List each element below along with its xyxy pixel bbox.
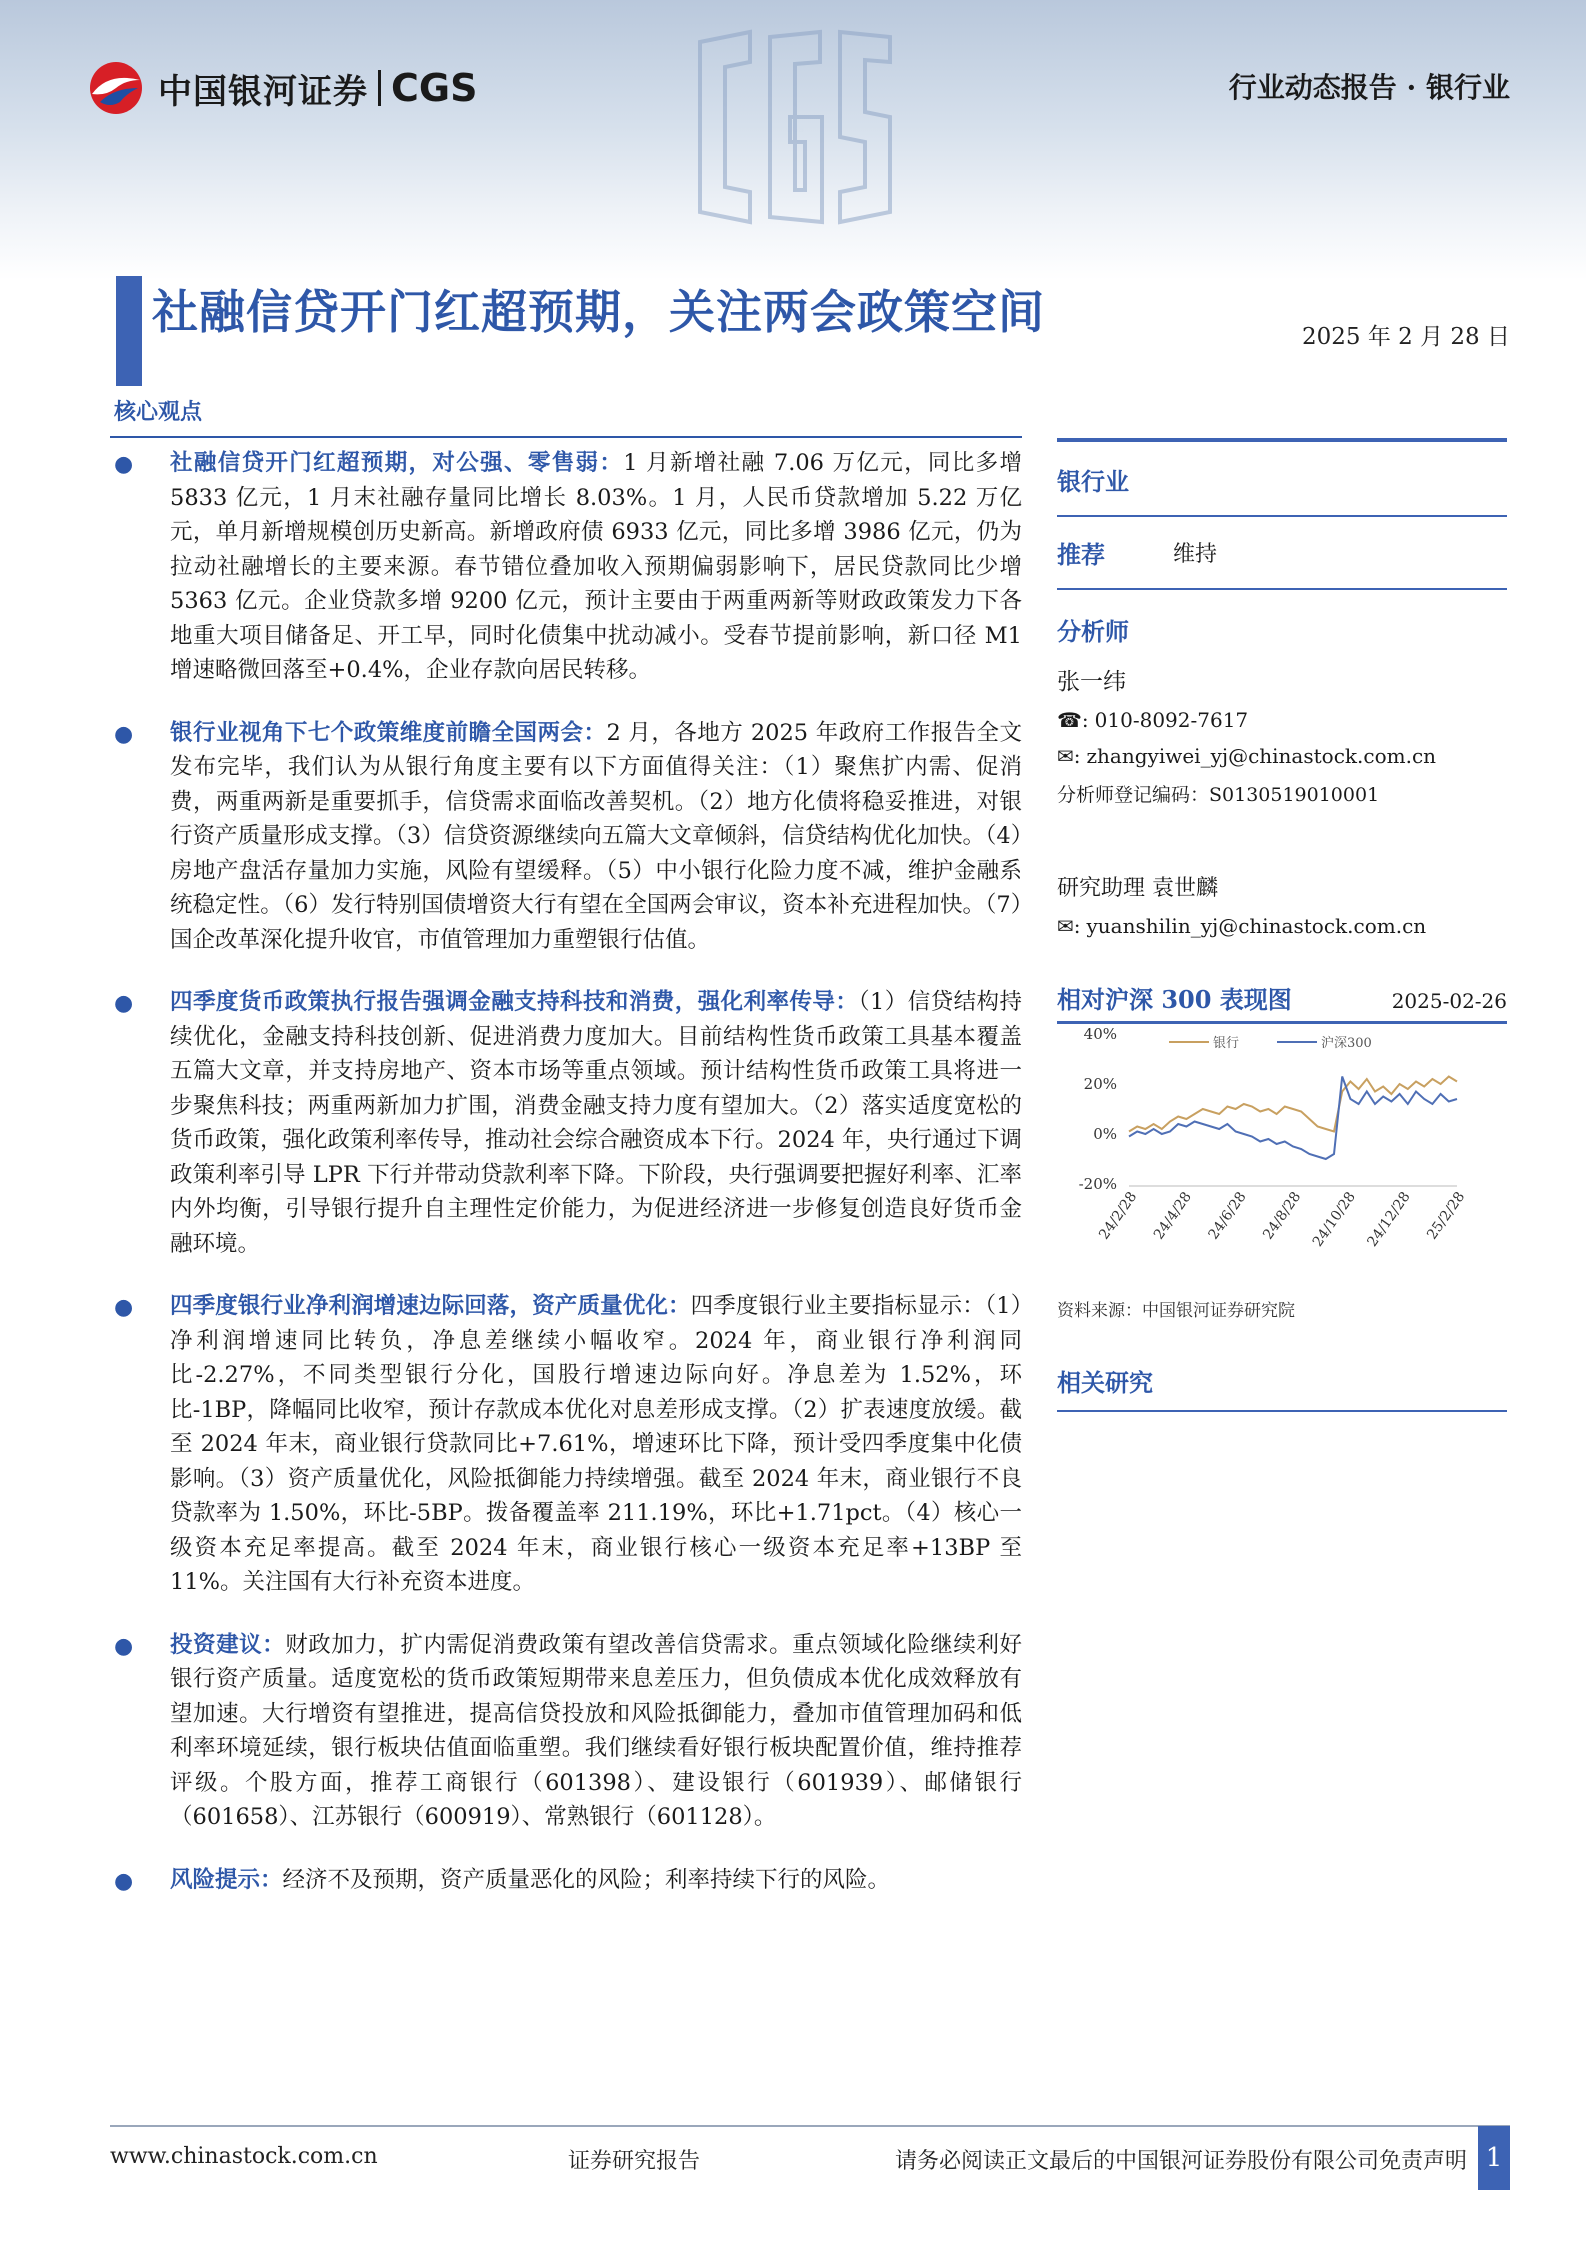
legend-label: 沪深300 bbox=[1321, 1036, 1372, 1051]
bullet-item bbox=[110, 1628, 1022, 1835]
sidebar-top-rule bbox=[1057, 438, 1507, 442]
bullet-dot-icon: ● bbox=[114, 1633, 134, 1659]
page-number: 1 bbox=[1478, 2126, 1510, 2190]
y-tick-label: 40% bbox=[1083, 1025, 1117, 1043]
bullet-lead: 风险提示： bbox=[170, 1866, 283, 1893]
x-tick-label: 24/2/28 bbox=[1096, 1189, 1141, 1243]
core-view-title: 核心观点 bbox=[114, 399, 203, 425]
chart-source: 资料来源：中国银河证券研究院 bbox=[1057, 1301, 1295, 1321]
bullet-dot-icon: ● bbox=[114, 1295, 134, 1320]
bullet-dot-icon: ● bbox=[114, 991, 134, 1016]
y-tick-label: -20% bbox=[1078, 1175, 1117, 1193]
bullet-dot-icon: ● bbox=[114, 721, 134, 747]
x-tick-label: 24/6/28 bbox=[1205, 1189, 1250, 1243]
mail-icon: ✉: bbox=[1057, 744, 1081, 768]
analyst-name: 张一纬 bbox=[1057, 669, 1126, 695]
analyst-title: 分析师 bbox=[1057, 617, 1129, 646]
bullet-item bbox=[110, 446, 1022, 688]
x-tick-label: 24/8/28 bbox=[1260, 1189, 1305, 1243]
core-view-list bbox=[110, 446, 1022, 1925]
assistant-email[interactable]: yuanshilin_yj@chinastock.com.cn bbox=[1086, 914, 1427, 938]
report-type: 行业动态报告 · 银行业 bbox=[1228, 71, 1510, 104]
bullet-lead: 社融信贷开门红超预期，对公强、零售弱： bbox=[170, 450, 624, 476]
bullet-lead: 投资建议： bbox=[170, 1631, 286, 1658]
footer-rule bbox=[110, 2125, 1510, 2127]
rating-row bbox=[1057, 535, 1507, 570]
analyst-cert: 分析师登记编码：S0130519010001 bbox=[1057, 784, 1380, 806]
bullet-item bbox=[110, 716, 1022, 958]
analyst-email-row bbox=[1057, 744, 1507, 768]
assistant-email-row bbox=[1057, 914, 1507, 938]
bullet-text: 2 月，各地方 2025 年政府工作报告全文发布完毕，我们认为从银行角度主要有以下方面值得关注：（1）聚焦扩内需、促消费，两重两新是重要抓手，信贷需求面临改善契机。（2）地方化债将稳妥推进，对银行资产质量形成支撑。（3）信贷资源继续向五篇大文章倾斜，信贷结构优化加快。（4）房地产盘活存量加力实施，风险有望缓释。（5）中小银行化险力度不减，维护金融系统稳定性。（6）发行特别国债增资大行有望在全国两会审议，资本补充进程加快。（7）国企改革深化提升收官，市值管理加力重塑银行估值。 bbox=[170, 719, 1022, 953]
analyst-email[interactable]: zhangyiwei_yj@chinastock.com.cn bbox=[1086, 744, 1437, 768]
bullet-text: 四季度银行业主要指标显示：（1）净利润增速同比转负，净息差继续小幅收窄。2024 年，商业银行净利润同比-2.27%，不同类型银行分化，国股行增速边际向好。净息差为 1.52%，环比-1BP，降幅同比收窄，预计存款成本优化对息差形成支撑。（2）扩表速度放缓。截至 2024 年末，商业银行贷款同比+7.61%，增速环比下降，预计受四季度集中化债影响。（3）资产质量优化，风险抵御能力持续增强。截至 2024 年末，商业银行不良贷款率为 1.50%，环比-5BP。拨备覆盖率 211.19%，环比+1.71pct。（4）核心一级资本充足率提高。截至 2024 年末，商业银行核心一级资本充足率+13BP 至 11%。关注国有大行补充资本进度。 bbox=[170, 1293, 1022, 1595]
sidebar-industry: 银行业 bbox=[1057, 467, 1129, 496]
bullet-item bbox=[110, 985, 1022, 1261]
x-tick-label: 25/2/28 bbox=[1424, 1189, 1469, 1243]
page-title: 社融信贷开门红超预期，关注两会政策空间 bbox=[152, 285, 1045, 339]
chart-header bbox=[1057, 980, 1507, 1015]
x-tick-label: 24/10/28 bbox=[1309, 1189, 1359, 1250]
sidebar bbox=[1057, 438, 1507, 1412]
chart-date: 2025-02-26 bbox=[1391, 989, 1507, 1013]
report-date: 2025 年 2 月 28 日 bbox=[1302, 324, 1510, 350]
analyst-phone: 010-8092-7617 bbox=[1094, 708, 1249, 732]
footer-center: 证券研究报告 bbox=[568, 2149, 701, 2174]
footer-disclaimer: 请务必阅读正文最后的中国银河证券股份有限公司免责声明 bbox=[895, 2149, 1468, 2174]
rating-value: 维持 bbox=[1173, 542, 1218, 567]
analyst-phone-row bbox=[1057, 708, 1507, 732]
footer-site[interactable]: www.chinastock.com.cn bbox=[110, 2144, 378, 2169]
sidebar-rule bbox=[1057, 515, 1507, 517]
x-tick-label: 24/4/28 bbox=[1150, 1189, 1195, 1243]
bullet-text: 财政加力，扩内需促消费政策有望改善信贷需求。重点领域化险继续利好银行资产质量。适度宽松的货币政策短期带来息差压力，但负债成本优化成效释放有望加速。大行增资有望推进，提高信贷投放和风险抵御能力，叠加市值管理加码和低利率环境延续，银行板块估值面临重塑。我们继续看好银行板块配置价值，维持推荐评级。个股方面，推荐工商银行（601398）、建设银行（601939）、邮储银行（601658）、江苏银行（600919）、常熟银行（601128）。 bbox=[170, 1631, 1022, 1830]
bullet-item bbox=[110, 1289, 1022, 1600]
chart-title: 相对沪深 300 表现图 bbox=[1057, 985, 1292, 1014]
bullet-lead: 四季度银行业净利润增速边际回落，资产质量优化： bbox=[170, 1293, 691, 1319]
cgs-watermark bbox=[690, 22, 900, 232]
bullet-lead: 银行业视角下七个政策维度前瞻全国两会： bbox=[170, 719, 607, 746]
mail-icon: ✉: bbox=[1057, 914, 1081, 938]
core-view-divider bbox=[110, 436, 1022, 438]
title-accent-bar bbox=[116, 276, 142, 386]
y-tick-label: 0% bbox=[1093, 1125, 1117, 1143]
bullet-dot-icon: ● bbox=[114, 1868, 134, 1894]
related-rule bbox=[1057, 1410, 1507, 1412]
logo-separator bbox=[378, 70, 381, 106]
galaxy-logo-icon bbox=[86, 58, 146, 118]
logo-en: CGS bbox=[391, 66, 478, 110]
phone-icon: ☎: bbox=[1057, 708, 1089, 732]
y-tick-label: 20% bbox=[1083, 1075, 1117, 1093]
bullet-item bbox=[110, 1863, 1022, 1898]
watermark-text bbox=[786, 125, 804, 134]
sidebar-rule bbox=[1057, 588, 1507, 590]
company-logo bbox=[86, 58, 477, 118]
legend-label: 银行 bbox=[1213, 1036, 1240, 1051]
bullet-lead: 四季度货币政策执行报告强调金融支持科技和消费，强化利率传导： bbox=[170, 989, 859, 1015]
related-research-title: 相关研究 bbox=[1057, 1368, 1153, 1397]
bullet-dot-icon: ● bbox=[114, 452, 134, 477]
assistant-name: 研究助理 袁世麟 bbox=[1057, 876, 1218, 901]
x-tick-label: 24/12/28 bbox=[1364, 1189, 1414, 1250]
logo-cn: 中国银河证券 bbox=[158, 71, 368, 112]
bullet-text: 经济不及预期，资产质量恶化的风险；利率持续下行的风险。 bbox=[282, 1866, 891, 1893]
performance-chart bbox=[1057, 1024, 1507, 1274]
bullet-text: （1）信贷结构持续优化，金融支持科技创新、促进消费力度加大。目前结构性货币政策工具基本覆盖五篇大文章，并支持房地产、资本市场等重点领域。预计结构性货币政策工具将进一步聚焦科技；两重两新加力扩围，消费金融支持力度有望加大。（2）落实适度宽松的货币政策，强化政策利率传导，推动社会综合融资成本下行。2024 年，央行通过下调政策利率引导 LPR 下行并带动贷款利率下降。下阶段，央行强调要把握好利率、汇率内外均衡，引导银行提升自主理性定价能力，为促进经济进一步修复创造良好货币金融环境。 bbox=[170, 989, 1022, 1257]
bullet-text: 1 月新增社融 7.06 万亿元，同比多增 5833 亿元，1 月末社融存量同比增长 8.03%。1 月，人民币贷款增加 5.22 万亿元，单月新增规模创历史新高。新增政府债 6933 亿元，同比多增 3986 亿元，仍为拉动社融增长的主要来源。春节错位叠加收入预期偏弱影响下，居民贷款同比少增 5363 亿元。企业贷款多增 9200 亿元，预计主要由于两重两新等财政政策发力下各地重大项目储备足、开工早，同时化债集中扰动减小。受春节提前影响，新口径 M1 增速略微回落至+0.4%，企业存款向居民转移。 bbox=[170, 450, 1022, 683]
rating-label: 推荐 bbox=[1057, 540, 1105, 569]
